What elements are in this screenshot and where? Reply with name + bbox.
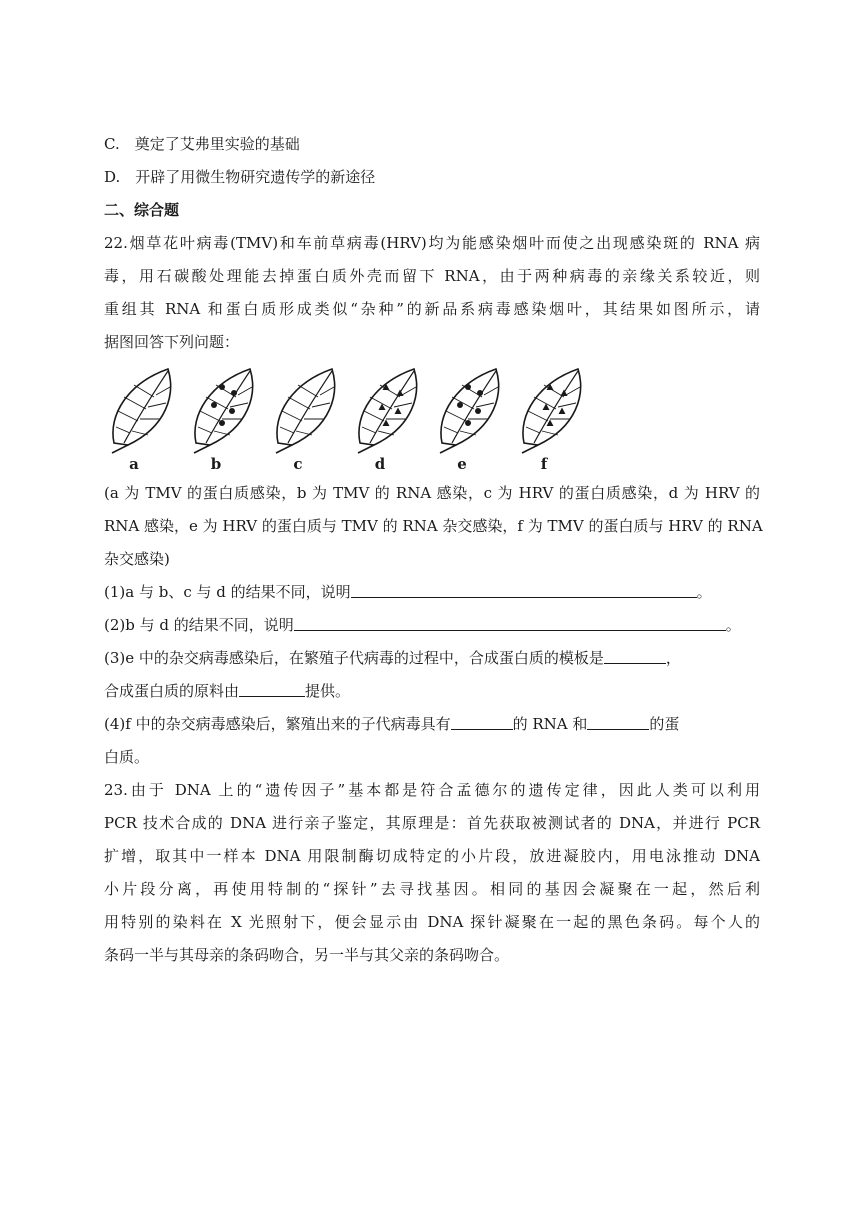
infection-dot [219,384,225,390]
infection-dot [475,408,481,414]
leaf-a [112,369,171,473]
leaf-d [358,369,417,473]
leaf-stem [194,445,210,453]
q22-sub3-line1 [104,642,760,675]
q22-sub2 [104,609,760,642]
q22-stem-line: 重组其 RNA 和蛋白质形成类似“杂种”的新品系病毒感染烟叶，其结果如图所示，请 [104,300,760,318]
sub3-prefix: (3)e 中的杂交病毒感染后，在繁殖子代病毒的过程中，合成蛋白质的模板是 [104,649,604,667]
answer-blank[interactable] [587,713,649,730]
q23-line: 扩增，取其中一样本 DNA 用限制酶切成特定的小片段，放进凝胶内，用电泳推动 DNA [104,847,760,865]
question-23 [104,774,760,972]
option-c: C. 奠定了艾弗里实验的基础 [104,135,300,153]
q23-line: 23.由于 DNA 上的“遗传因子”基本都是符合孟德尔的遗传定律，因此人类可以利用 [104,781,760,799]
answer-blank[interactable] [239,680,305,697]
leaf-label: a [129,455,139,473]
leaf-stem [522,445,538,453]
sub2-prefix: (2)b 与 d 的结果不同，说明 [104,616,294,634]
leaf-e [440,369,499,473]
answer-blank[interactable] [294,614,726,631]
q22-caption-line: (a 为 TMV 的蛋白质感染，b 为 TMV 的 RNA 感染，c 为 HRV 的蛋白质感染，d 为 HRV 的 [104,484,760,502]
leaf-label: f [540,455,548,473]
q23-line: 条码一半与其母亲的条码吻合，另一半与其父亲的条码吻合。 [104,946,510,964]
leaf-stem [112,445,128,453]
infection-dot [457,402,463,408]
infection-dot [465,384,471,390]
q23-line: 小片段分离，再使用特制的“探针”去寻找基因。相同的基因会凝聚在一起，然后利 [104,880,760,898]
leaf-label: d [374,455,386,473]
infection-dot [465,420,471,426]
sub2-suffix: 。 [725,616,741,634]
sub3-suffix: ， [665,649,681,667]
answer-blank[interactable] [451,713,513,730]
leaf-diagram [104,365,548,475]
q22-stem-line: 据图回答下列问题： [104,333,240,351]
sub3-line2-prefix: 合成蛋白质的原料由 [104,682,240,700]
sub4-middle: 的 RNA 和 [512,715,588,733]
q22-sub1 [104,576,760,609]
leaf-figure [104,365,760,475]
sub4-suffix: 的蛋 [649,715,680,733]
section-heading: 二、综合题 [104,201,180,219]
q23-line: 用特别的染料在 X 光照射下，便会显示由 DNA 探针凝聚在一起的黑色条码。每个人的 [104,913,760,931]
q22-sub4-line1 [104,708,760,741]
infection-dot [477,390,483,396]
q22-stem-line: 毒，用石碳酸处理能去掉蛋白质外壳而留下 RNA，由于两种病毒的亲缘关系较近，则 [104,267,760,285]
question-22 [104,227,763,774]
sub1-suffix: 。 [696,583,712,601]
leaf-f [522,369,581,473]
q22-caption-line: RNA 感染，e 为 HRV 的蛋白质与 TMV 的 RNA 杂交感染，f 为 TMV 的蛋白质与 HRV 的 RNA [104,517,763,535]
leaf-label: c [293,455,303,473]
leaf-c [276,369,335,473]
sub4-prefix: (4)f 中的杂交病毒感染后，繁殖出来的子代病毒具有 [104,715,451,733]
leaf-stem [276,445,292,453]
leaf-b [194,369,253,473]
leaf-stem [358,445,374,453]
sub1-prefix: (1)a 与 b、c 与 d 的结果不同，说明 [104,583,351,601]
leaf-stem [440,445,456,453]
q22-sub3-line2 [104,675,760,708]
option-d: D. 开辟了用微生物研究遗传学的新途径 [104,168,376,186]
infection-dot [229,408,235,414]
leaf-label: e [457,455,467,473]
leaf-label: b [210,455,222,473]
infection-dot [231,390,237,396]
answer-blank[interactable] [604,647,666,664]
document-page [104,128,763,972]
infection-dot [219,420,225,426]
q23-line: PCR 技术合成的 DNA 进行亲子鉴定，其原理是：首先获取被测试者的 DNA，并进行 PCR [104,814,760,832]
sub3-line2-suffix: 提供。 [305,682,351,700]
infection-dot [211,402,217,408]
q22-sub4-line2: 白质。 [104,748,150,766]
q22-caption-line: 杂交感染) [104,550,170,568]
answer-blank[interactable] [351,581,697,598]
q22-stem-line: 22.烟草花叶病毒(TMV)和车前草病毒(HRV)均为能感染烟叶而使之出现感染斑的 RNA 病 [104,234,760,252]
